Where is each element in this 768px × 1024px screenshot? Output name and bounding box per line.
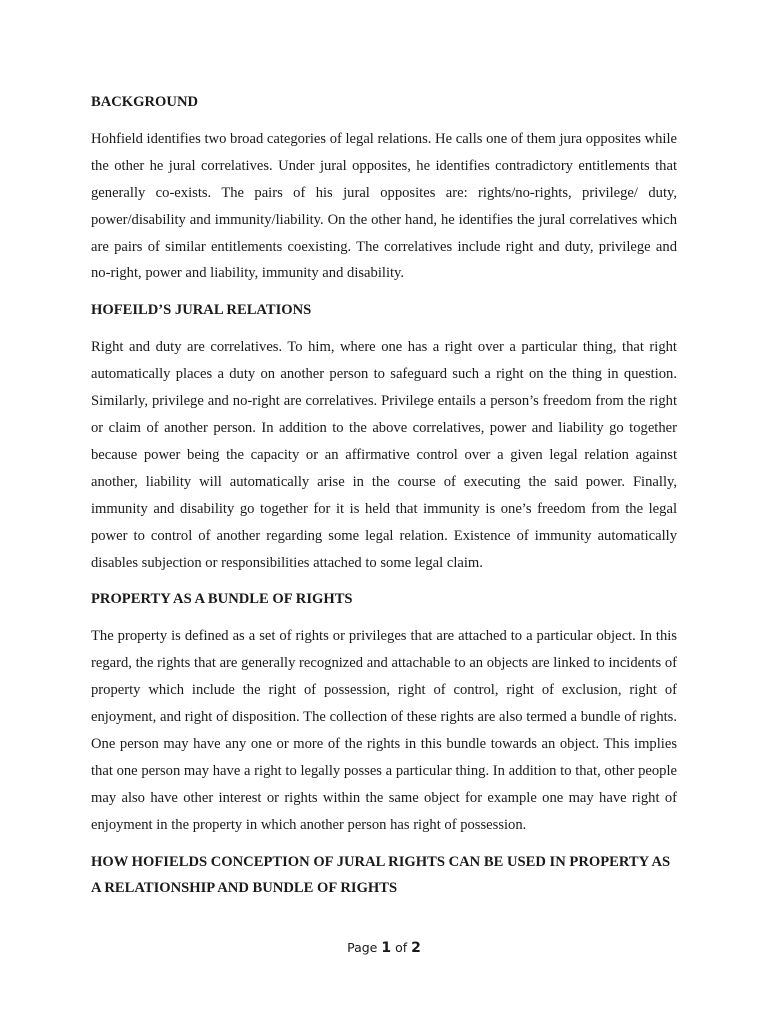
document-body: [91, 89, 677, 912]
total-pages-number: 2: [411, 940, 421, 956]
section-paragraph-background: Hohfield identifies two broad categories of legal relations. He calls one of them jura opposites while the other he jural correlatives. Under jural opposites, he identifies contradictory entitlements that generally co-exists. The pairs of his jural opposites are: rights/no-rights, privilege/ duty, power/disability and immunity/liability. On the other hand, he identifies the jural correlatives which are pairs of similar entitlements coexisting. The correlatives include right and duty, privilege and no-right, power and liability, immunity and disability.: [91, 130, 678, 282]
section-heading-hohfeld-conception: HOW HOFIELDS CONCEPTION OF JURAL RIGHTS CAN BE USED IN PROPERTY AS A RELATIONSHIP AND BUNDLE OF RIGHTS: [91, 853, 671, 897]
section-paragraph-bundle-of-rights: The property is defined as a set of rights or privileges that are attached to a particular object. In this regard, the rights that are generally recognized and attachable to an objects are linked to incidents of property which include the right of possession, right of control, right of exclusion, right of enjoyment, and right of disposition. The collection of these rights are also termed a bundle of rights. One person may have any one or more of the rights in this bundle towards an object. This implies that one person may have a right to legally posses a particular thing. In addition to that, other people may also have other interest or rights within the same object for example one may have right of enjoyment in the property in which another person has right of possession.: [91, 628, 677, 833]
current-page-number: 1: [381, 940, 392, 956]
section-heading-jural-relations: HOFEILD’S JURAL RELATIONS: [91, 302, 312, 319]
of-label: of: [395, 940, 408, 955]
page-label: Page: [347, 940, 378, 955]
section-heading-bundle-of-rights: PROPERTY AS A BUNDLE OF RIGHTS: [91, 591, 353, 608]
page-footer: [0, 940, 768, 956]
section-heading-background: BACKGROUND: [91, 94, 199, 110]
section-paragraph-jural-relations: Right and duty are correlatives. To him, where one has a right over a particular thing, that right automatically places a duty on another person to safeguard such a right on the thing in question. Similarly, privilege and no-right are correlatives. Privilege entails a person’s freedom from the right or claim of another person. In addition to the above correlatives, power and liability go together because power being the capacity or an affirmative control over a given legal relation against another, liability will automatically arise in the course of executing the said power. Finally, immunity and disability go together for it is held that immunity is one’s freedom from the legal power to control of another regarding some legal relation. Existence of immunity automatically disables subjection or responsibilities attached to some legal claim.: [91, 339, 677, 571]
